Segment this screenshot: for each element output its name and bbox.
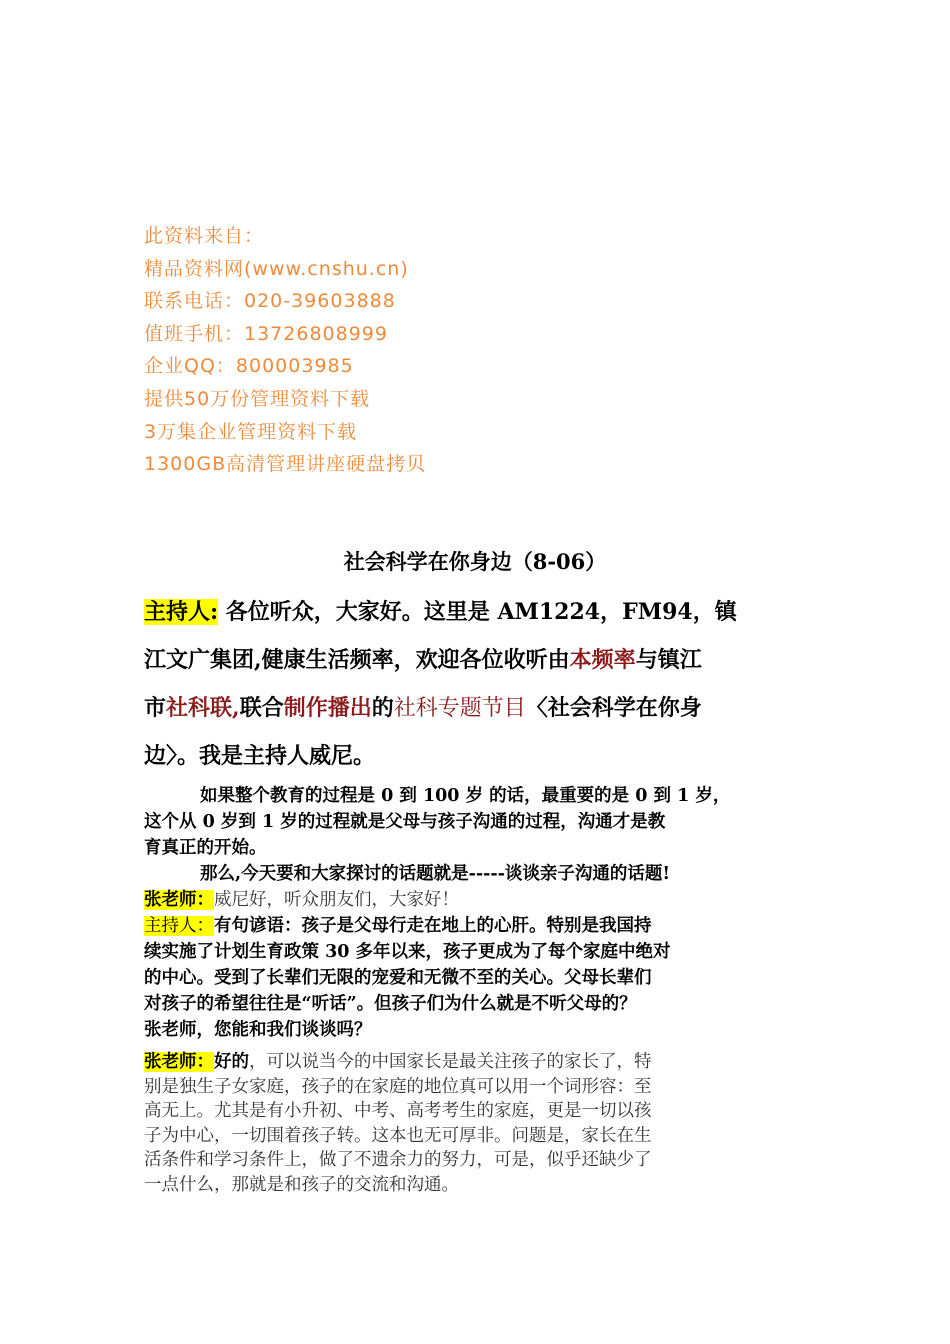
dialog-lead: 好的: [214, 1052, 249, 1072]
text-line: 的中心。受到了长辈们无限的宠爱和无微不至的关心。父母长辈们: [144, 968, 652, 988]
paragraph-answer: [144, 1050, 824, 1197]
source-line: 精品资料网(www.cnshu.cn): [144, 257, 409, 280]
text-line: 一点什么，那就是和孩子的交流和沟通。: [144, 1174, 459, 1195]
intro-paragraph: [144, 588, 824, 780]
intro-line: 边〉。我是主持人威尼。: [144, 743, 376, 769]
intro-line: [144, 636, 824, 684]
document-title: 社会科学在你身边（8-06）: [343, 549, 607, 574]
dialog-line: [144, 887, 824, 913]
dialog-line: [144, 1050, 824, 1075]
text-line: 张老师，您能和我们谈谈吗？: [144, 1020, 372, 1040]
intro-text: 江文广集团,健康生活频率，欢迎各位收听由: [144, 647, 570, 673]
highlight-text: 本频率: [569, 647, 636, 673]
dialog-text: 有句谚语：孩子是父母行走在地上的心肝。特别是我国持: [214, 916, 652, 936]
highlight-text: 制作播出: [283, 695, 372, 721]
text-line: 活条件和学习条件上，做了不遗余力的努力，可是，似乎还缺少了: [144, 1150, 652, 1170]
intro-text: 〈社会科学在你身: [525, 695, 702, 721]
text-line: 育真正的开始。: [144, 838, 267, 858]
text-line: 这个从 0 岁到 1 岁的过程就是父母与孩子沟通的过程，沟通才是教: [144, 812, 666, 832]
source-line: 3万集企业管理资料下载: [144, 420, 358, 443]
text-line: 高无上。尤其是有小升初、中考、高考考生的家庭，更是一切以孩: [144, 1101, 652, 1121]
dialog-text: 威尼好，听众朋友们，大家好！: [214, 890, 459, 910]
text-line: 续实施了计划生育政策 30 多年以来，孩子更成为了每个家庭中绝对: [144, 942, 671, 962]
text-line: 对孩子的希望往往是“听话”。但孩子们为什么就是不听父母的？: [144, 994, 637, 1014]
source-line: 提供50万份管理资料下载: [144, 387, 371, 410]
intro-text: 与镇江: [635, 647, 702, 673]
source-line: 1300GB高清管理讲座硬盘拷贝: [144, 453, 427, 476]
intro-text: 联合: [239, 695, 284, 721]
source-info: [144, 220, 426, 481]
dialog-line: [144, 913, 824, 939]
speaker-label: 张老师：: [144, 890, 214, 910]
text-line: 那么,今天要和大家探讨的话题就是-----谈谈亲子沟通的话题!: [200, 864, 671, 884]
source-line: 联系电话：020-39603888: [144, 290, 396, 313]
intro-text: 各位听众，大家好。这里是 AM1224，FM94，镇: [225, 599, 737, 625]
text-line: 如果整个教育的过程是 0 到 100 岁 的话，最重要的是 0 到 1 岁，: [200, 786, 731, 806]
dialog-text: ，可以说当今的中国家长是最关注孩子的家长了，特: [249, 1052, 652, 1072]
speaker-label: 张老师：: [144, 1052, 214, 1072]
intro-text: 市: [144, 695, 167, 721]
highlight-text: 社科专题节目: [393, 696, 526, 721]
intro-line: [144, 588, 824, 636]
paragraph-topic: [144, 783, 824, 1043]
text-line: 别是独生子女家庭，孩子的在家庭的地位真可以用一个词形容：至: [144, 1076, 652, 1097]
speaker-label: 主持人:: [144, 599, 219, 625]
intro-text: 的: [371, 695, 394, 721]
intro-line: [144, 684, 824, 732]
speaker-label: 主持人：: [144, 916, 214, 936]
source-line: 值班手机：13726808999: [144, 322, 388, 345]
source-line: 企业QQ：800003985: [144, 355, 354, 378]
highlight-text: 社科联,: [166, 695, 240, 721]
source-line: 此资料来自：: [144, 225, 265, 247]
text-line: 子为中心，一切围着孩子转。这本也无可厚非。问题是，家长在生: [144, 1125, 652, 1146]
